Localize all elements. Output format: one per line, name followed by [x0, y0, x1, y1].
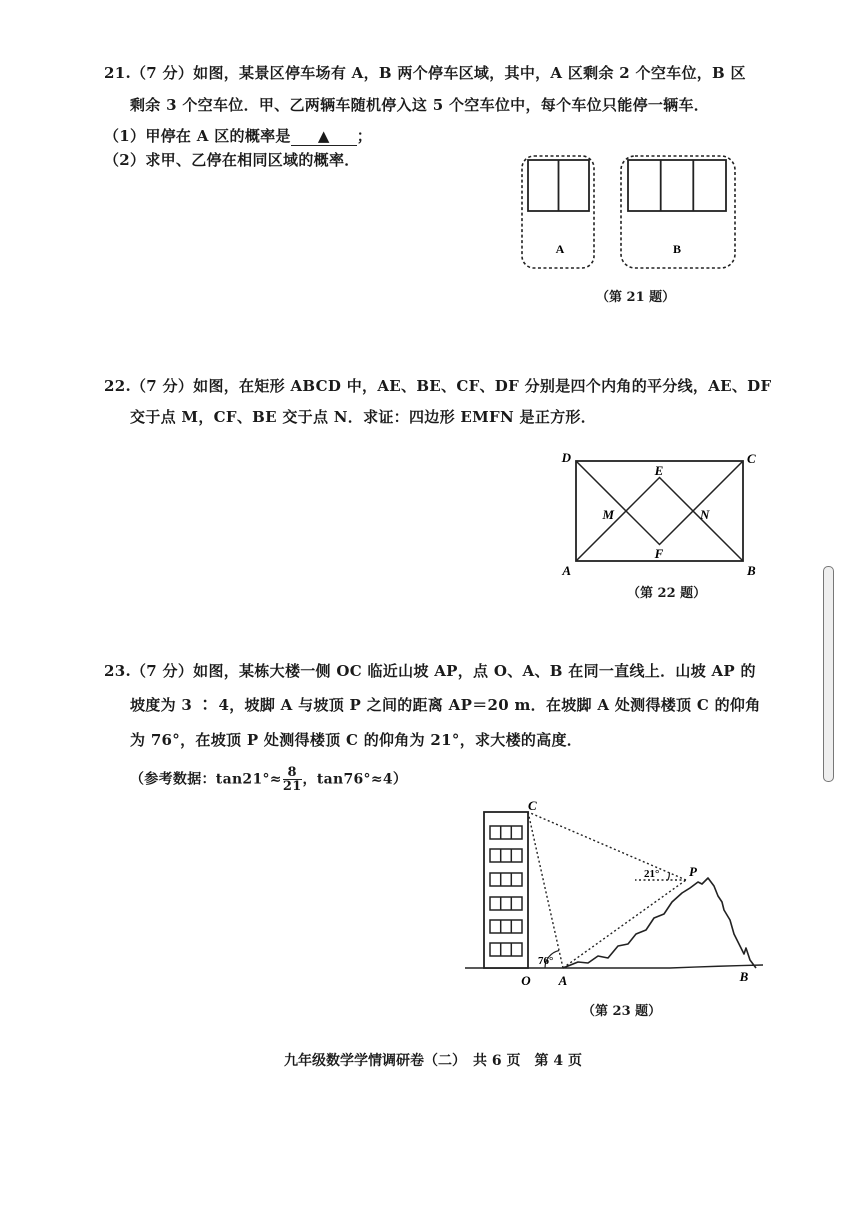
- q21-line-2: 剩余 3 个空车位．甲、乙两辆车随机停入这 5 个空车位中，每个车位只能停一辆车．: [130, 96, 710, 114]
- hill-outline: [563, 878, 756, 968]
- label-n: N: [700, 507, 710, 522]
- q22-line-1: 22.（7 分）如图，在矩形 ABCD 中，AE、BE、CF、DF 分别是四个内角的平分线，AE、DF: [104, 377, 772, 395]
- q21-part-1: [104, 125, 372, 146]
- label-c: C: [528, 798, 537, 813]
- page-footer: 九年级数学学情调研卷（二） 共 6 页 第 4 页: [284, 1053, 582, 1069]
- label-c: C: [747, 451, 756, 466]
- zone-b-spaces: [628, 160, 726, 211]
- q21-part-1-suffix: ；: [356, 127, 373, 145]
- label-e: E: [654, 463, 664, 478]
- q23-line-1: 23.（7 分）如图，某栋大楼一侧 OC 临近山坡 AP，点 O、A、B 在同一直线上．山坡 AP 的: [104, 662, 756, 680]
- vertical-scrollbar[interactable]: [823, 566, 834, 782]
- label-b: B: [747, 563, 756, 578]
- q21-line-1: 21.（7 分）如图，某景区停车场有 A，B 两个停车区域，其中，A 区剩余 2 个空车位，B 区: [104, 64, 746, 82]
- q22-caption: （第 22 题）: [627, 586, 707, 601]
- q22-line-2: 交于点 M，CF、BE 交于点 N．求证：四边形 EMFN 是正方形．: [130, 408, 597, 426]
- q23-line-3: 为 76°，在坡顶 P 处测得楼顶 C 的仰角为 21°，求大楼的高度．: [130, 731, 583, 749]
- q23-line-2: 坡度为 3 ∶ 4，坡脚 A 与坡顶 P 之间的距离 AP＝20 m．在坡脚 A 处测得楼顶 C 的仰角: [130, 696, 761, 714]
- q23-reference-data: [130, 766, 407, 793]
- answer-blank: ▲: [291, 127, 357, 146]
- label-f: F: [654, 546, 664, 561]
- q21-caption: （第 21 题）: [596, 290, 676, 305]
- q21-part-1-text: （1）甲停在 A 区的概率是: [104, 127, 291, 145]
- q21-part-2: （2）求甲、乙停在相同区域的概率．: [104, 151, 360, 169]
- label-o: O: [521, 973, 531, 988]
- angle-76-label: 76°: [538, 955, 554, 967]
- q22-rectangle-figure: [558, 448, 770, 580]
- label-b: B: [739, 969, 749, 984]
- fraction-denominator: 21: [282, 779, 302, 794]
- label-m: M: [602, 507, 614, 522]
- label-d: D: [561, 450, 571, 465]
- angle-21-label: 21°: [644, 868, 660, 880]
- angle-21-arc: [668, 873, 670, 881]
- fraction-numerator: 8: [283, 766, 302, 780]
- slope-a-p: [563, 880, 686, 968]
- q21-parking-figure: [515, 150, 745, 275]
- tan21-fraction: [283, 766, 302, 793]
- reference-prefix: （参考数据：tan21°≈: [130, 771, 282, 788]
- q23-building-slope-figure: [460, 796, 770, 992]
- zone-a-label: A: [555, 242, 565, 256]
- label-a: A: [558, 973, 568, 988]
- reference-suffix: ，tan76°≈4）: [302, 771, 408, 788]
- sightline-a-c: [528, 812, 563, 968]
- label-p: P: [689, 864, 697, 879]
- label-a: A: [562, 563, 571, 578]
- zone-b-label: B: [672, 242, 682, 256]
- sightline-p-c: [528, 812, 686, 880]
- q23-caption: （第 23 题）: [582, 1004, 662, 1019]
